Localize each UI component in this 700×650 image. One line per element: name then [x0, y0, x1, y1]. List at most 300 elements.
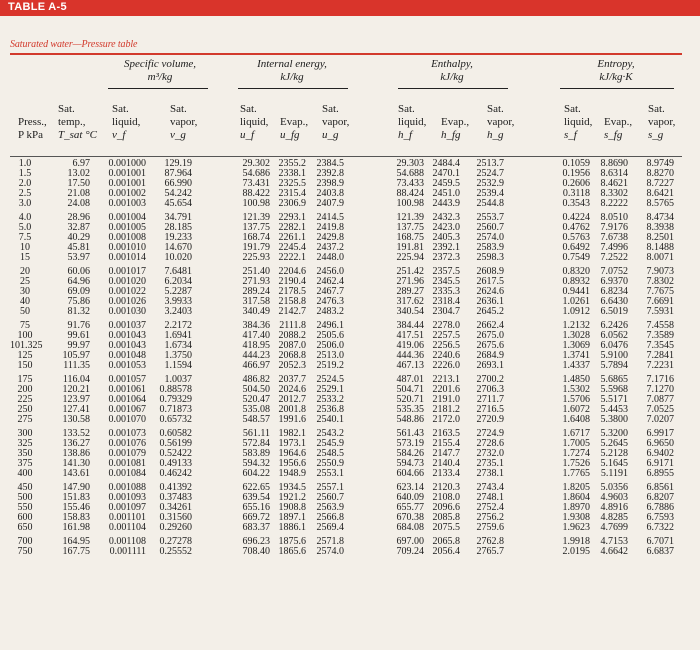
cell-ufg: 2158.8 [278, 296, 306, 307]
cell-sf: 2.0195 [562, 546, 590, 557]
cell-ufg: 1964.6 [278, 448, 306, 459]
cell-sfg: 6.9370 [600, 276, 628, 287]
cell-temperature: 40.29 [67, 232, 90, 243]
cell-ufg: 2355.2 [278, 158, 306, 169]
cell-vg: 54.242 [164, 188, 192, 199]
cell-hf: 289.27 [396, 286, 424, 297]
cell-ug: 2448.0 [316, 252, 344, 263]
cell-sf: 1.9308 [562, 512, 590, 523]
cell-ug: 2571.8 [316, 536, 344, 547]
table-row [0, 189, 700, 199]
col-header-hg-l1: Sat. [487, 103, 504, 115]
cell-sg: 7.2231 [646, 360, 674, 371]
cell-hg: 2662.4 [476, 320, 504, 331]
cell-uf: 604.22 [242, 468, 270, 479]
col-header-hf-l2: liquid, [398, 116, 427, 128]
group-energy-underline [238, 88, 348, 89]
cell-ufg: 2306.9 [278, 198, 306, 209]
col-header-uf-l1: Sat. [240, 103, 257, 115]
cell-hfg: 2201.6 [432, 384, 460, 395]
cell-vg: 0.46242 [159, 468, 192, 479]
cell-vg: 0.31560 [159, 512, 192, 523]
table-row [0, 179, 700, 189]
table-row [0, 449, 700, 459]
cell-hg: 2539.4 [476, 188, 504, 199]
cell-sg: 6.9650 [646, 438, 674, 449]
table-body [0, 159, 700, 561]
cell-ug: 2419.8 [316, 222, 344, 233]
col-header-hf-l3: h_f [398, 129, 413, 141]
cell-hfg: 2133.4 [432, 468, 460, 479]
cell-ug: 2398.9 [316, 178, 344, 189]
cell-sg: 8.3938 [646, 222, 674, 233]
group-entropy [556, 58, 676, 84]
cell-ufg: 2204.6 [278, 266, 306, 277]
cell-sg: 7.6691 [646, 296, 674, 307]
cell-hfg: 2181.2 [432, 404, 460, 415]
cell-vg: 45.654 [164, 198, 192, 209]
cell-uf: 535.08 [242, 404, 270, 415]
cell-uf: 251.40 [242, 266, 270, 277]
cell-pressure: 1.0 [18, 158, 32, 169]
cell-vg: 2.2172 [164, 320, 192, 331]
cell-pressure: 101.325 [10, 340, 43, 351]
cell-sg: 7.3589 [646, 330, 674, 341]
row-group [0, 375, 700, 425]
cell-hfg: 2140.4 [432, 458, 460, 469]
cell-sg: 7.5931 [646, 306, 674, 317]
cell-hg: 2762.8 [476, 536, 504, 547]
cell-pressure: 3.0 [18, 198, 32, 209]
cell-ug: 2513.0 [316, 350, 344, 361]
cell-hfg: 2120.3 [432, 482, 460, 493]
table-row [0, 223, 700, 233]
cell-hg: 2706.3 [476, 384, 504, 395]
cell-hf: 29.303 [396, 158, 424, 169]
cell-sfg: 4.8916 [600, 502, 628, 513]
cell-hfg: 2172.0 [432, 414, 460, 425]
table-row [0, 513, 700, 523]
cell-ufg: 2037.7 [278, 374, 306, 385]
cell-temperature: 81.32 [67, 306, 90, 317]
cell-temperature: 120.21 [62, 384, 90, 395]
cell-pressure: 175 [17, 374, 33, 385]
table-row [0, 405, 700, 415]
cell-hf: 604.66 [396, 468, 424, 479]
col-header-hg [487, 103, 514, 142]
cell-sfg: 6.6430 [600, 296, 628, 307]
cell-sg: 7.0207 [646, 414, 674, 425]
table-row [0, 297, 700, 307]
cell-vg: 66.990 [164, 178, 192, 189]
cell-hf: 594.73 [396, 458, 424, 469]
cell-sf: 1.0912 [562, 306, 590, 317]
table-row [0, 469, 700, 479]
cell-ug: 2505.6 [316, 330, 344, 341]
cell-ufg: 1982.1 [278, 428, 306, 439]
cell-hfg: 2484.4 [432, 158, 460, 169]
cell-ug: 2476.3 [316, 296, 344, 307]
cell-sfg: 6.5019 [600, 306, 628, 317]
cell-sfg: 6.0476 [600, 340, 628, 351]
table-row [0, 331, 700, 341]
group-volume-underline [108, 88, 208, 89]
cell-ufg: 1956.6 [278, 458, 306, 469]
cell-hfg: 2256.5 [432, 340, 460, 351]
cell-pressure: 20 [20, 266, 30, 277]
cell-uf: 669.72 [242, 512, 270, 523]
cell-vf: 0.001026 [108, 296, 146, 307]
cell-ug: 2557.1 [316, 482, 344, 493]
cell-pressure: 25 [20, 276, 30, 287]
cell-hf: 73.433 [396, 178, 424, 189]
cell-temperature: 75.86 [67, 296, 90, 307]
cell-vf: 0.001003 [108, 198, 146, 209]
cell-sfg: 5.1191 [600, 468, 628, 479]
cell-vf: 0.001073 [108, 428, 146, 439]
cell-ufg: 2142.7 [278, 306, 306, 317]
table-row [0, 439, 700, 449]
cell-vf: 0.001101 [108, 512, 146, 523]
cell-pressure: 1.5 [18, 168, 32, 179]
cell-sfg: 8.2222 [600, 198, 628, 209]
col-header-vf-l2: liquid, [112, 116, 141, 128]
cell-sg: 8.7227 [646, 178, 674, 189]
cell-vf: 0.001000 [108, 158, 146, 169]
cell-hfg: 2108.0 [432, 492, 460, 503]
table-row [0, 321, 700, 331]
col-header-sg-l1: Sat. [648, 103, 665, 115]
cell-hf: 467.13 [396, 360, 424, 371]
cell-vg: 14.670 [164, 242, 192, 253]
cell-vg: 3.9933 [164, 296, 192, 307]
table-row [0, 547, 700, 557]
col-header-hf [398, 103, 426, 142]
cell-ufg: 2087.0 [278, 340, 306, 351]
cell-uf: 340.49 [242, 306, 270, 317]
group-enthalpy-unit: kJ/kg [440, 71, 464, 83]
col-header-sf [564, 103, 592, 142]
cell-sfg: 8.0510 [600, 212, 628, 223]
cell-hg: 2598.3 [476, 252, 504, 263]
cell-hfg: 2278.0 [432, 320, 460, 331]
cell-uf: 486.82 [242, 374, 270, 385]
cell-pressure: 5.0 [18, 222, 32, 233]
cell-sf: 1.3069 [562, 340, 590, 351]
cell-ufg: 2315.4 [278, 188, 306, 199]
col-header-hfg [441, 116, 469, 142]
cell-temperature: 164.95 [62, 536, 90, 547]
table-row [0, 361, 700, 371]
cell-ufg: 2245.4 [278, 242, 306, 253]
cell-vf: 0.001022 [108, 286, 146, 297]
group-energy [232, 58, 352, 84]
group-enthalpy-underline [398, 88, 508, 89]
cell-hfg: 2056.4 [432, 546, 460, 557]
cell-temperature: 155.46 [62, 502, 90, 513]
table-row [0, 267, 700, 277]
cell-hg: 2645.2 [476, 306, 504, 317]
cell-hfg: 2096.6 [432, 502, 460, 513]
cell-temperature: 28.96 [67, 212, 90, 223]
cell-pressure: 30 [20, 286, 30, 297]
cell-hg: 2684.9 [476, 350, 504, 361]
cell-vg: 87.964 [164, 168, 192, 179]
cell-ufg: 1875.6 [278, 536, 306, 547]
cell-hg: 2636.1 [476, 296, 504, 307]
cell-vg: 3.2403 [164, 306, 192, 317]
cell-sfg: 7.4996 [600, 242, 628, 253]
cell-ug: 2392.8 [316, 168, 344, 179]
cell-temperature: 151.83 [62, 492, 90, 503]
row-group [0, 537, 700, 557]
table-row [0, 493, 700, 503]
cell-temperature: 99.97 [67, 340, 90, 351]
col-header-ufg-l2: u_fg [280, 129, 300, 141]
col-header-hfg-l2: h_fg [441, 129, 461, 141]
cell-hfg: 2318.4 [432, 296, 460, 307]
cell-hf: 384.44 [396, 320, 424, 331]
cell-vf: 0.001005 [108, 222, 146, 233]
cell-pressure: 200 [17, 384, 33, 395]
cell-vf: 0.001057 [108, 374, 146, 385]
table-row [0, 159, 700, 169]
cell-sfg: 6.0562 [600, 330, 628, 341]
cell-pressure: 50 [20, 306, 30, 317]
cell-uf: 168.74 [242, 232, 270, 243]
cell-sg: 8.1488 [646, 242, 674, 253]
cell-temperature: 136.27 [62, 438, 90, 449]
group-enthalpy-name: Enthalpy, [431, 58, 473, 70]
cell-ug: 2496.1 [316, 320, 344, 331]
table-row [0, 233, 700, 243]
group-energy-unit: kJ/kg [280, 71, 304, 83]
cell-sf: 1.8205 [562, 482, 590, 493]
cell-ufg: 2088.2 [278, 330, 306, 341]
table-row [0, 199, 700, 209]
cell-hg: 2675.0 [476, 330, 504, 341]
col-header-sf-l1: Sat. [564, 103, 581, 115]
table-label: TABLE A-5 [8, 1, 67, 13]
cell-sf: 0.3543 [562, 198, 590, 209]
cell-hg: 2724.9 [476, 428, 504, 439]
cell-vf: 0.001097 [108, 502, 146, 513]
cell-hfg: 2075.5 [432, 522, 460, 533]
cell-ufg: 1865.6 [278, 546, 306, 557]
cell-uf: 289.24 [242, 286, 270, 297]
cell-sg: 6.7322 [646, 522, 674, 533]
col-header-sfg-l2: s_fg [604, 129, 623, 141]
cell-vf: 0.001048 [108, 350, 146, 361]
cell-sfg: 5.4453 [600, 404, 628, 415]
cell-hf: 444.36 [396, 350, 424, 361]
cell-temperature: 45.81 [67, 242, 90, 253]
cell-vg: 34.791 [164, 212, 192, 223]
cell-uf: 191.79 [242, 242, 270, 253]
cell-sfg: 8.4621 [600, 178, 628, 189]
table-subtitle: Saturated water—Pressure table [10, 39, 138, 50]
cell-sf: 1.3028 [562, 330, 590, 341]
cell-ug: 2529.1 [316, 384, 344, 395]
cell-temperature: 64.96 [67, 276, 90, 287]
col-header-vf-l3: v_f [112, 129, 126, 141]
cell-hg: 2732.0 [476, 448, 504, 459]
cell-uf: 418.95 [242, 340, 270, 351]
cell-ug: 2550.9 [316, 458, 344, 469]
cell-hf: 520.71 [396, 394, 424, 405]
cell-vg: 0.88578 [159, 384, 192, 395]
cell-sf: 1.8604 [562, 492, 590, 503]
cell-ufg: 1897.1 [278, 512, 306, 523]
cell-uf: 583.89 [242, 448, 270, 459]
cell-sg: 6.9171 [646, 458, 674, 469]
cell-uf: 444.23 [242, 350, 270, 361]
cell-hf: 623.14 [396, 482, 424, 493]
table-row [0, 341, 700, 351]
cell-hfg: 2213.1 [432, 374, 460, 385]
cell-vf: 0.001010 [108, 242, 146, 253]
row-group [0, 483, 700, 533]
cell-hfg: 2459.5 [432, 178, 460, 189]
cell-uf: 520.47 [242, 394, 270, 405]
cell-sf: 1.8970 [562, 502, 590, 513]
cell-sf: 1.4337 [562, 360, 590, 371]
cell-uf: 317.58 [242, 296, 270, 307]
cell-vg: 129.19 [164, 158, 192, 169]
col-header-temperature-l2: temp., [58, 116, 86, 128]
cell-vg: 0.34261 [159, 502, 192, 513]
table-row [0, 429, 700, 439]
cell-hfg: 2304.7 [432, 306, 460, 317]
cell-pressure: 325 [17, 438, 33, 449]
cell-vf: 0.001004 [108, 212, 146, 223]
cell-vg: 0.27278 [159, 536, 192, 547]
cell-temperature: 138.86 [62, 448, 90, 459]
cell-uf: 561.11 [242, 428, 270, 439]
group-volume-name: Specific volume, [123, 58, 197, 70]
cell-ug: 2483.2 [316, 306, 344, 317]
cell-sf: 0.2606 [562, 178, 590, 189]
group-entropy-unit: kJ/kg·K [599, 71, 633, 83]
cell-sg: 7.9073 [646, 266, 674, 277]
cell-uf: 466.97 [242, 360, 270, 371]
cell-hf: 684.08 [396, 522, 424, 533]
cell-ug: 2553.1 [316, 468, 344, 479]
cell-ug: 2574.0 [316, 546, 344, 557]
cell-vf: 0.001030 [108, 306, 146, 317]
cell-sf: 1.6717 [562, 428, 590, 439]
cell-hg: 2738.1 [476, 468, 504, 479]
cell-pressure: 125 [17, 350, 33, 361]
cell-vg: 0.79329 [159, 394, 192, 405]
cell-uf: 622.65 [242, 482, 270, 493]
cell-vg: 0.25552 [159, 546, 192, 557]
cell-sfg: 5.6865 [600, 374, 628, 385]
cell-temperature: 6.97 [72, 158, 90, 169]
cell-temperature: 141.30 [62, 458, 90, 469]
cell-hg: 2583.9 [476, 242, 504, 253]
cell-hg: 2752.4 [476, 502, 504, 513]
cell-sg: 8.5765 [646, 198, 674, 209]
cell-sg: 6.7071 [646, 536, 674, 547]
cell-sf: 1.3741 [562, 350, 590, 361]
cell-sfg: 5.7894 [600, 360, 628, 371]
cell-sg: 7.8302 [646, 276, 674, 287]
cell-ug: 2407.9 [316, 198, 344, 209]
cell-hg: 2700.2 [476, 374, 504, 385]
cell-ufg: 1934.5 [278, 482, 306, 493]
cell-pressure: 10 [20, 242, 30, 253]
cell-uf: 696.23 [242, 536, 270, 547]
cell-hg: 2617.5 [476, 276, 504, 287]
cell-vg: 0.65732 [159, 414, 192, 425]
cell-sf: 0.5763 [562, 232, 590, 243]
cell-ug: 2543.2 [316, 428, 344, 439]
cell-hf: 317.62 [396, 296, 424, 307]
cell-uf: 655.16 [242, 502, 270, 513]
cell-ufg: 2190.4 [278, 276, 306, 287]
cell-sfg: 6.2426 [600, 320, 628, 331]
col-header-ug-l3: u_g [322, 129, 339, 141]
table-row [0, 351, 700, 361]
col-header-sfg-l1: Evap., [604, 116, 633, 128]
cell-temperature: 158.83 [62, 512, 90, 523]
cell-vf: 0.001076 [108, 438, 146, 449]
cell-vf: 0.001053 [108, 360, 146, 371]
cell-hf: 697.00 [396, 536, 424, 547]
cell-sfg: 7.9176 [600, 222, 628, 233]
cell-pressure: 550 [17, 502, 33, 513]
cell-sfg: 7.6738 [600, 232, 628, 243]
cell-vf: 0.001020 [108, 276, 146, 287]
cell-ufg: 2111.8 [279, 320, 306, 331]
table-row [0, 213, 700, 223]
cell-sg: 7.2841 [646, 350, 674, 361]
cell-temperature: 60.06 [67, 266, 90, 277]
cell-sfg: 6.8234 [600, 286, 628, 297]
cell-hg: 2765.7 [476, 546, 504, 557]
table-row [0, 395, 700, 405]
cell-ug: 2536.8 [316, 404, 344, 415]
cell-hg: 2574.0 [476, 232, 504, 243]
cell-uf: 100.98 [242, 198, 270, 209]
cell-vg: 0.56199 [159, 438, 192, 449]
cell-vf: 0.001064 [108, 394, 146, 405]
cell-ufg: 1973.1 [278, 438, 306, 449]
cell-sfg: 5.3200 [600, 428, 628, 439]
cell-ufg: 2325.5 [278, 178, 306, 189]
cell-hfg: 2372.3 [432, 252, 460, 263]
cell-vg: 1.1594 [164, 360, 192, 371]
cell-pressure: 275 [17, 414, 33, 425]
cell-ug: 2560.7 [316, 492, 344, 503]
cell-ug: 2548.5 [316, 448, 344, 459]
cell-hf: 670.38 [396, 512, 424, 523]
cell-sg: 7.0525 [646, 404, 674, 415]
cell-hg: 2624.6 [476, 286, 504, 297]
cell-temperature: 24.08 [67, 198, 90, 209]
cell-pressure: 7.5 [18, 232, 32, 243]
cell-hfg: 2147.7 [432, 448, 460, 459]
group-enthalpy [392, 58, 512, 84]
table-row [0, 483, 700, 493]
cell-sf: 1.0261 [562, 296, 590, 307]
cell-ug: 2429.8 [316, 232, 344, 243]
cell-temperature: 69.09 [67, 286, 90, 297]
cell-pressure: 600 [17, 512, 33, 523]
cell-hfg: 2065.8 [432, 536, 460, 547]
cell-hf: 561.43 [396, 428, 424, 439]
